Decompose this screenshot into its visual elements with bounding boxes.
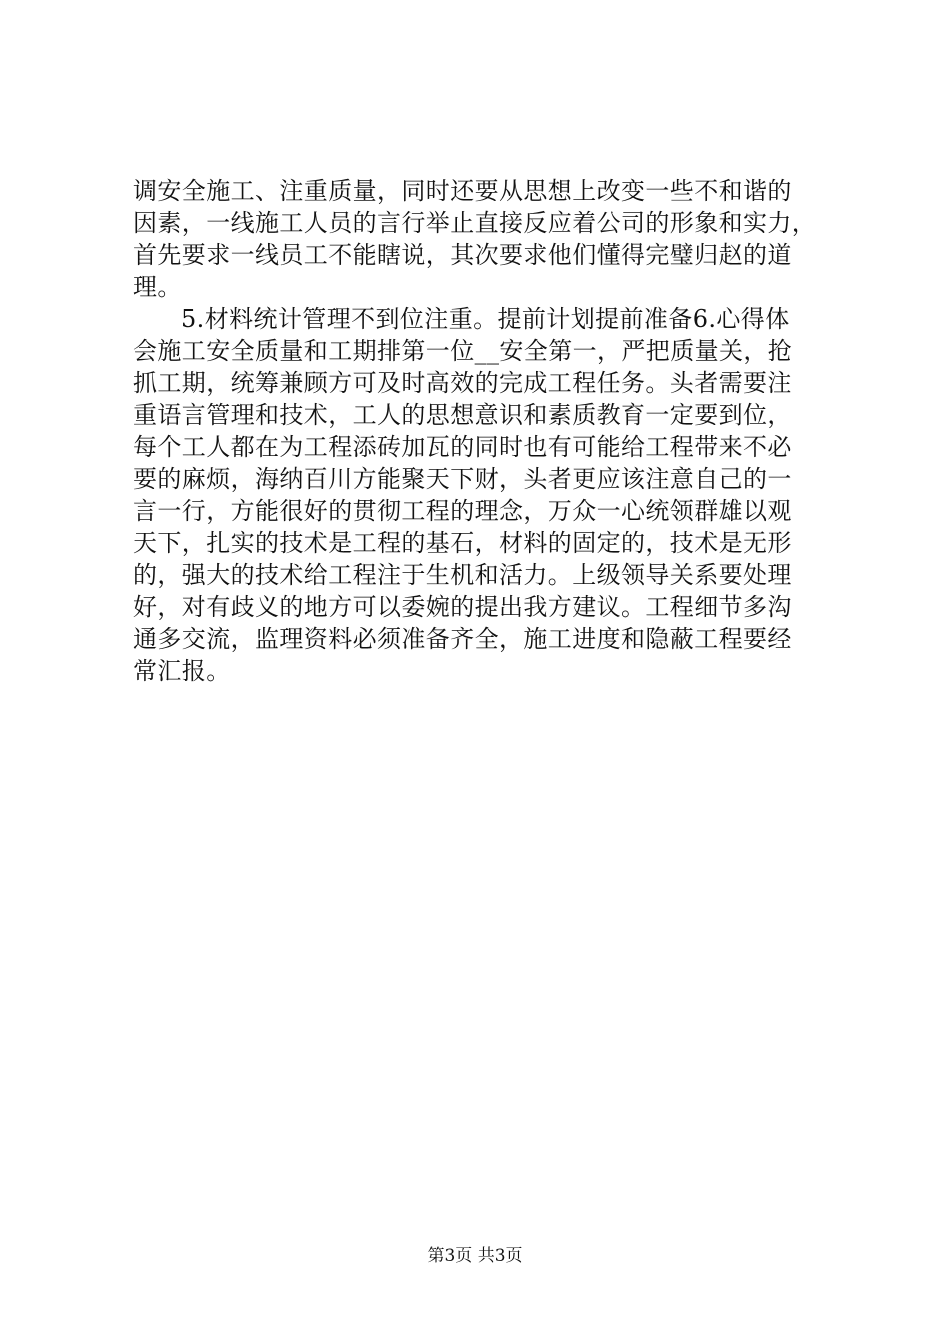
body-text — [133, 175, 825, 687]
text-line: 通多交流，监理资料必须准备齐全，施工进度和隐蔽工程要经 — [133, 625, 792, 653]
text-line: 的，强大的技术给工程注于生机和活力。上级领导关系要处理 — [133, 561, 792, 589]
text-line: 要的麻烦，海纳百川方能聚天下财，头者更应该注意自己的一 — [133, 465, 792, 493]
text-line: 调安全施工、注重质量，同时还要从思想上改变一些不和谐的 — [133, 177, 792, 205]
text-line: 会施工安全质量和工期排第一位__安全第一，严把质量关，抢 — [133, 337, 793, 365]
text-line: 好，对有歧义的地方可以委婉的提出我方建议。工程细节多沟 — [133, 593, 792, 621]
text-line: 抓工期，统筹兼顾方可及时高效的完成工程任务。头者需要注 — [133, 369, 792, 397]
text-line: 因素，一线施工人员的言行举止直接反应着公司的形象和实力， — [133, 209, 817, 237]
text-line: 重语言管理和技术，工人的思想意识和素质教育一定要到位， — [133, 401, 792, 429]
text-line: 天下，扎实的技术是工程的基石，材料的固定的，技术是无形 — [133, 529, 792, 557]
text-line: 首先要求一线员工不能瞎说，其次要求他们懂得完璧归赵的道 — [133, 241, 792, 269]
text-line: 每个工人都在为工程添砖加瓦的同时也有可能给工程带来不必 — [133, 433, 792, 461]
text-line: 常汇报。 — [133, 657, 231, 685]
page-footer: 第3页 共3页 — [427, 1246, 523, 1266]
text-line: 言一行，方能很好的贯彻工程的理念，万众一心统领群雄以观 — [133, 497, 792, 525]
text-line: 理。 — [133, 273, 182, 301]
text-line: 5.材料统计管理不到位注重。提前计划提前准备6.心得体 — [181, 305, 790, 333]
